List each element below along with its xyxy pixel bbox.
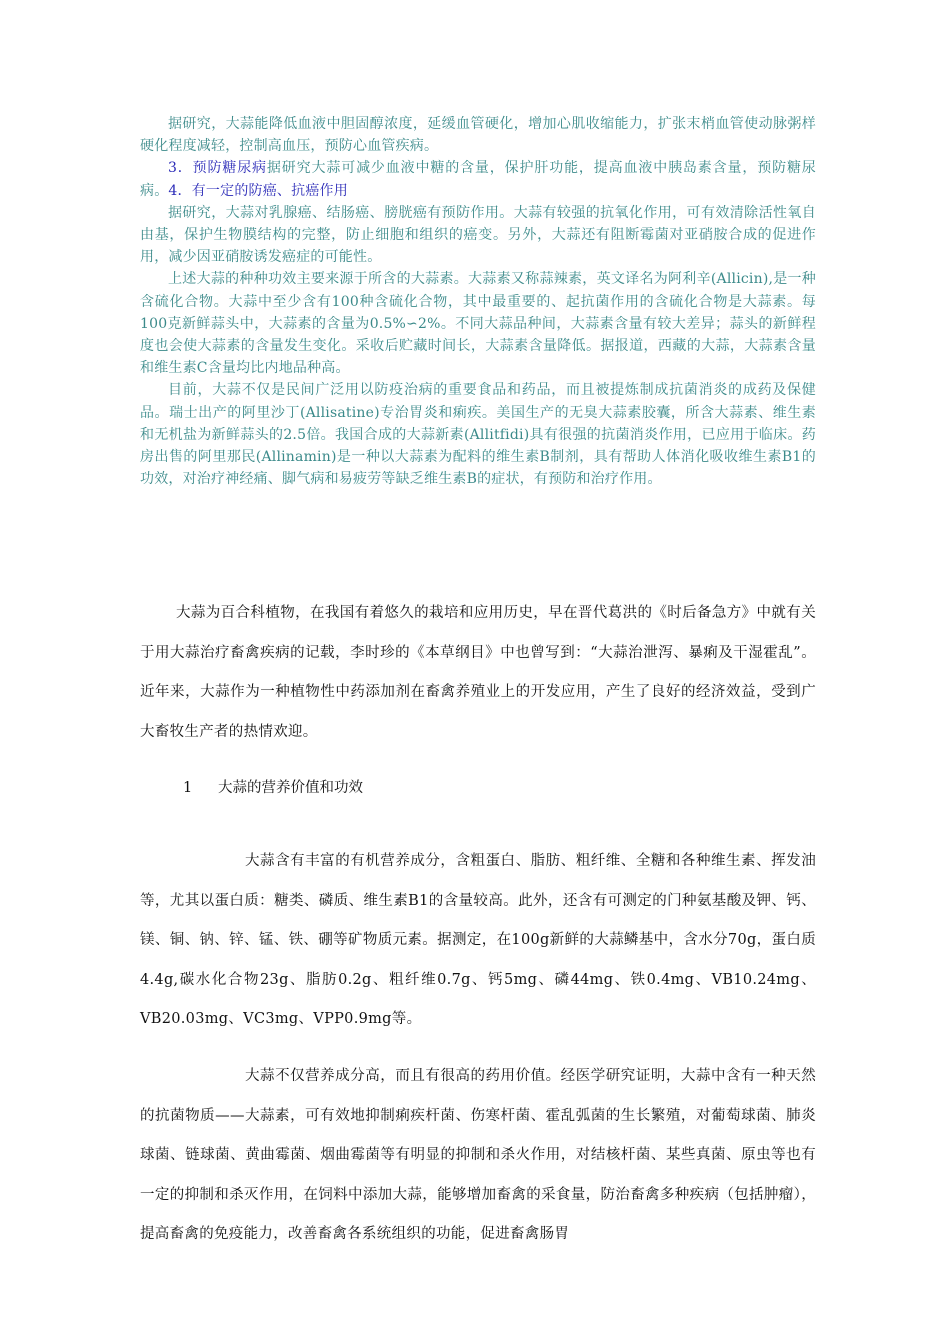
paragraph-nutrition: 大蒜含有丰富的有机营养成分，含粗蛋白、脂肪、粗纤维、全糖和各种维生素、挥发油等，尤其以蛋白质：糖类、磷质、维生素B1的含量较高。此外，还含有可测定的门种氨基酸及钾、钙、镁、铜、钠、锌、锰、铁、硼等矿物质元素。据测定，在100g新鲜的大蒜鳞基中，含水分70g，蛋白质4.4g,碳水化合物23g、脂肪0.2g、粗纤维0.7g、钙5mg、磷44mg、铁0.4mg、VB10.24mg、VB20.03mg、VC3mg、VPP0.9mg等。 — [140, 853, 816, 1028]
paragraph-diabetes — [140, 157, 816, 201]
paragraph-medicinal: 大蒜不仅营养成分高，而且有很高的药用价值。经医学研究证明，大蒜中含有一种天然的抗菌物质——大蒜素，可有效地抑制痢疾杆菌、伤寒杆菌、霍乱弧菌的生长繁殖，对葡萄球菌、肺炎球菌、链球菌、黄曲霉菌、烟曲霉菌等有明显的抑制和杀火作用，对结核杆菌、某些真菌、原虫等也有一定的抑制和杀灭作用，在饲料中添加大蒜，能够增加畜禽的采食量，防治畜禽多种疾病（包括肿瘤），提高畜禽的免疫能力，改善畜禽各系统组织的功能，促进畜禽肠胃 — [140, 1068, 816, 1243]
paragraph-cardiovascular: 据研究，大蒜能降低血液中胆固醇浓度，延缓血管硬化，增加心肌收缩能力，扩张末梢血管使动脉粥样硬化程度减轻，控制高血压，预防心血管疾病。 — [140, 116, 816, 155]
paragraph-anticancer: 据研究，大蒜对乳腺癌、结肠癌、膀胱癌有预防作用。大蒜有较强的抗氧化作用，可有效清除活性氧自由基，保护生物膜结构的完整，防止细胞和组织的癌变。另外，大蒜还有阻断霉菌对亚硝胺合成的促进作用，减少因亚硝胺诱发癌症的可能性。 — [140, 204, 816, 266]
heading-diabetes: 预防糖尿病 — [192, 160, 267, 177]
paragraph-allicin: 上述大蒜的种种功效主要来源于所含的大蒜素。大蒜素又称蒜辣素，英文译名为阿利辛(Allicin),是一种含硫化合物。大蒜中至少含有100种含硫化合物，其中最重要的、起抗菌作用的含硫化合物是大蒜素。每100克新鲜蒜头中，大蒜素的含量为0.5%∽2%。不同大蒜品种间，大蒜素含量有较大差异；蒜头的新鲜程度也会使大蒜素的含量发生变化。采收后贮藏时间长，大蒜素含量降低。据报道，西藏的大蒜，大蒜素含量和维生素C含量均比内地品种高。 — [140, 271, 816, 377]
section-heading — [183, 777, 363, 799]
diabetes-body: 据研究大蒜可减少血液中糖的含量，保护肝功能，提高血液中胰岛素含量，预防糖尿病。 — [140, 160, 816, 199]
heading-anticancer: 4．有一定的防癌、抗癌作用 — [168, 182, 348, 199]
heading-number-3: 3． — [168, 160, 193, 177]
paragraph-intro: 大蒜为百合科植物，在我国有着悠久的栽培和应用历史，早在晋代葛洪的《时后备急方》中就有关于用大蒜治疗畜禽疾病的记载，李时珍的《本草纲目》中也曾写到：“大蒜治泄泻、暴痢及干湿霍乱”。近年来，大蒜作为一种植物性中药添加剂在畜禽养殖业上的开发应用，产生了良好的经济效益，受到广大畜牧生产者的热情欢迎。 — [140, 605, 816, 740]
paragraph-products: 目前，大蒜不仅是民间广泛用以防疫治病的重要食品和药品，而且被提炼制成抗菌消炎的成药及保健品。瑞士出产的阿里沙丁(Allisatine)专治胃炎和痢疾。美国生产的无臭大蒜素胶囊，所含大蒜素、维生素和无机盐为新鲜蒜头的2.5倍。我国合成的大蒜新素(Allitfidi)具有很强的抗菌消炎作用，已应用于临床。药房出售的阿里那民(Allinamin)是一种以大蒜素为配料的维生素B制剂，具有帮助人体消化吸收维生素B1的功效，对治疗神经痛、脚气病和易疲劳等缺乏维生素B的症状，有预防和治疗作用。 — [140, 382, 816, 488]
section-title: 大蒜的营养价值和功效 — [218, 780, 363, 796]
teal-section — [140, 113, 816, 490]
section-number: 1 — [183, 780, 193, 796]
